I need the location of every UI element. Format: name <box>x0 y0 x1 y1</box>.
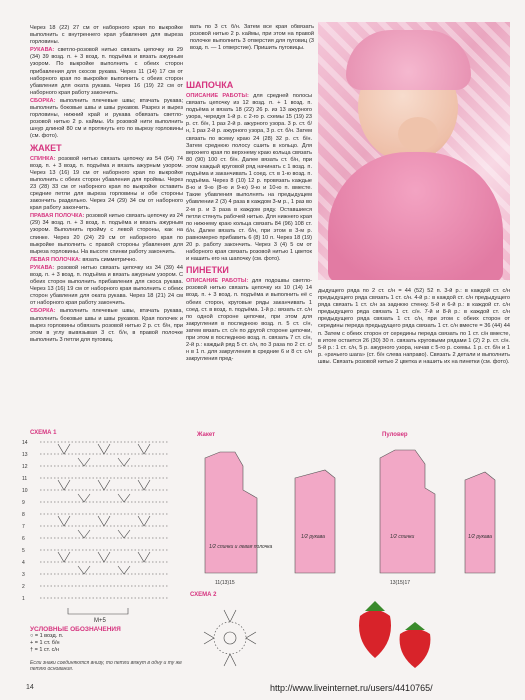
pullover-back-piece <box>380 450 435 573</box>
sleeves2-text: розовой нитью связать цепочку из 34 (39) 44 возд. п. + 3 возд. п. подъёма и вязать ажурным узором. С обеих сторон выполнить прибавления для скоса рукава. Через 13 (16) 19 см от наборного края выполнить с обеих сторон убавления для оката рукава. Через 18 (21) 24 см от наборного края работу закончить. <box>30 264 183 307</box>
pullover-sleeve-piece <box>465 472 495 573</box>
assembly-heading: СБОРКА: <box>30 97 56 104</box>
chart-row-number: 12 <box>22 464 28 470</box>
buttons-paragraph: вать по 3 ст. б/н. Затем все края обвязать розовой нитью 2 р. каймы, при этом на правой полочке выполнить 3 отверстия для пуговиц (3 возд. п. — 1 отверстие). Пришить пуговицы. <box>190 24 314 52</box>
chart-row-number: 1 <box>22 596 25 602</box>
stitch-symbols <box>40 442 168 614</box>
page-number: 14 <box>26 684 34 691</box>
back-piece-label: 1/2 спинки и левая полочка <box>209 544 273 550</box>
legend-title: УСЛОВНЫЕ ОБОЗНАЧЕНИЯ <box>30 626 121 633</box>
text-column-3 <box>186 78 312 423</box>
chart-row-number: 6 <box>22 536 25 542</box>
assembly-text: выполнить плечевые швы; втачать рукава; выполнить боковые швы и швы рукавов. Разрез и вырез горловины, нижний край и рукава обвязать светло-розовой нитью 2 р. каймы. Из розовой нити выполнить шнур длиной 80 см и протянуть его по вырезу горловины (см. фото). <box>30 97 183 140</box>
legend-item-3-label: = 1 ст. с/н <box>34 647 59 653</box>
stitch-chart-2 <box>190 596 330 676</box>
pullover-sleeve-label: 1/2 рукава <box>468 534 492 540</box>
right-front-heading: ПРАВАЯ ПОЛОЧКА: <box>30 213 85 220</box>
sleeve-piece <box>295 470 335 573</box>
stitch-chart-1 <box>18 428 178 628</box>
back-width-dim: 11(13)15 <box>215 580 235 586</box>
jacket-title: ЖАКЕТ <box>30 142 62 153</box>
hat-heading: ОПИСАНИЕ РАБОТЫ: <box>186 93 249 99</box>
left-front-paragraph <box>30 257 183 264</box>
chart-row-number: 13 <box>22 452 28 458</box>
strawberries-decoration <box>345 596 445 676</box>
legend <box>30 626 190 654</box>
schema1-title: СХЕМА 1 <box>30 430 57 436</box>
sleeve-piece-label: 1/2 рукава <box>301 534 325 540</box>
legend-item-3: † = 1 ст. с/н <box>30 647 59 653</box>
intro-paragraph: Через 18 (22) 27 см от наборного края по выкройке выполнить с внутреннего края убавления для выреза горловины. <box>30 25 183 46</box>
jacket-label: Жакет <box>197 432 216 438</box>
assembly2-text: выполнить плечевые швы, втачать рукава, выполнить боковые швы и швы рукавов. Края полочек и вырез горловины обвязать розовой нитью 2 р. ст. б/н, при этом в углу вывязывая 3 ст. б/н, в правой полочке выполнить 3 петли для пуговиц. <box>30 308 183 343</box>
chart-row-number: 11 <box>22 476 28 482</box>
sleeves2-paragraph <box>30 265 183 308</box>
chart-row-number: 8 <box>22 512 25 518</box>
booties-title: ПИНЕТКИ <box>186 265 229 276</box>
right-front-paragraph <box>30 213 183 256</box>
baby-photo <box>318 22 510 280</box>
hat-title: ШАПОЧКА <box>186 80 234 90</box>
pullover-width-dim: 13(15)17 <box>390 580 411 586</box>
back-heading: СПИНКА: <box>30 155 56 162</box>
footnote: Если знаки соединяются внизу, то петли вяжут в одну и ту же петлю основания. <box>30 660 182 672</box>
back-paragraph <box>30 156 183 213</box>
booties-paragraph <box>186 278 312 363</box>
pullover-label: Пуловер <box>382 432 408 438</box>
legend-item-1-label: = 1 возд. п. <box>34 633 64 639</box>
sleeves-text: светло-розовой нитью связать цепочку из 29 (34) 39 возд. п. + 3 возд. п. подъёма и вязать ажурным узором. По выкройке выполнить с обеих сторон прибавления для скосов рукава. Через 11 (14) 17 см от наборного края по выкройке выполнить с обеих сторон убавления для оката рукава. Через 16 (19) 22 см от наборного края работу закончить. <box>30 47 183 96</box>
sleeves2-heading: РУКАВА: <box>30 264 55 271</box>
chart-row-number: 2 <box>22 584 25 590</box>
sleeves-heading: РУКАВА: <box>30 47 55 54</box>
back-piece <box>205 452 257 573</box>
text-column-1 <box>30 25 183 420</box>
chart-row-number: 10 <box>22 488 28 494</box>
assembly2-paragraph <box>30 308 183 343</box>
sleeves-paragraph <box>30 47 183 97</box>
chart-row-number: 9 <box>22 500 25 506</box>
chart-row-number: 7 <box>22 524 25 530</box>
source-url[interactable]: http://www.liveinternet.ru/users/4410765/ <box>270 683 433 693</box>
hat-paragraph <box>186 93 312 263</box>
baby-hand <box>398 117 438 151</box>
booties-text: для подошвы светло-розовой нитью связать цепочку из 10 (14) 14 возд. п. + 3 возд. п. подъёма и выполнить её с обеих сторон, круговые ряды заканчивать 1 соед. ст. в возд. п. подъёма. 1-й р.: вязать ст. с/н по одной стороне цепочки, при этом для закругления в последнюю возд. п. 5 ст. с/н, затем вязать ст. с/н по другой стороне цепочки, при этом в последнюю возд. п. связать 7 ст. с/н, 2-й р.: каждый ряд 5 ст. с/н, по 3 раза по 2 ст. с/н в 1 п. для закругления в средние 6 и 8 ст. с/н закругления пред- <box>186 278 312 363</box>
hat-text: для средней полосы связать цепочку из 12 возд. п. + 1 возд. п. подъёма и вязать 18 (22) 26 р. из 13 ажурного узора, чередуя 1-й р. с 2-го р. схемы 15 (19) 23 р. ст. б/н, 1 раз 2-й р. ажурного узора. 3 р. ст. б/н, 1 раз 2-й р. ажурного узора, 3 р. ст. б/н. Затем связать по всему краю 24 (28) 32 р. ст. б/н. Затем среднюю полосу сшить в кольцо. Для верхнего края по верхнему краю кольца связать 80 (90) 100 ст. б/н. Далее вязать ст. б/н, при этом каждый круговой ряд начинать с 1 возд. п. подъёма и заканчивать 1 соед. ст. в 1-ю возд. п. подъёма. Через 8 (10) 12 р. провязать каждые 8-ю и 9-ю (8-ю и 9-ю) 9-ю и 10-ю п. вместе. Такие убавления выполнять на предыдущем убавлении 2 (3) 4 раза в каждом 3-м р., 1 раз во 2-м р. и 3 раза в каждом ряду. Оставшиеся петли стянуть рабочей нитью. Для нижнего края по нижнему краю кольца связать 84 (96) 108 ст. б/н. Далее вязать ст. б/н, при этом в 3-м р. равномерно прибавить 6 (8) 10 п. Через 18 (19) 20 р. работу закончить. Через 3 (4) 5 см от наборного края связать розовой нитью 1 цветок и нашить его на шапочку (см. фото). <box>186 93 312 263</box>
back-text: розовой нитью связать цепочку из 54 (64) 74 возд. п. + 3 возд. п. подъёма и вязать ажурным узором. Через 13 (16) 19 см от наборного края по выкройке выполнить с обеих сторон убавления для проймы. Через 23 (28) 33 см от наборного края по выкройке оставить средние петли для выреза горловины и обе стороны закончить раздельно. Через 24 (29) 34 см от наборного края работу закончить. <box>30 155 183 212</box>
chart-row-number: 14 <box>22 440 28 446</box>
pattern-pieces <box>185 428 515 598</box>
legend-item-2-label: = 1 ст. б/н <box>34 640 60 646</box>
booties-heading: ОПИСАНИЕ РАБОТЫ: <box>186 278 249 285</box>
left-front-heading: ЛЕВАЯ ПОЛОЧКА: <box>30 256 81 263</box>
assembly2-heading: СБОРКА: <box>30 308 56 315</box>
chart-row-number: 3 <box>22 572 25 578</box>
right-front-text: розовой нитью связать цепочку из 24 (29) 34 возд. п. + 3 возд. п. подъёма и вязать ажурным узором. Выполнить пройму с левой стороны, как на спинке. Через 20 (24) 29 см от наборного края по выкройке выполнить с правой стороны убавления для выреза горловины. На высоте спинки работу закончить. <box>30 213 183 255</box>
chart-row-numbers <box>22 440 28 602</box>
chart-row-number: 4 <box>22 560 25 566</box>
legend-item-1: ○ = 1 возд. п. <box>30 633 64 639</box>
baby-hat <box>346 30 471 90</box>
schema2-title: СХЕМА 2 <box>190 592 217 598</box>
legend-item-2: + = 1 ст. б/н <box>30 640 60 646</box>
left-front-text: вязать симметрично. <box>82 256 137 263</box>
chart-row-number: 5 <box>22 548 25 554</box>
booties-continued: дыдущего ряда по 2 ст. с/н = 44 (52) 52 п. 3-й р.: в каждой ст. с/н предыдущего ряда связать 1 ст. с/н. 4-й р.: в каждой ст. с/н предыдущего ряда связать 1 ст. с/н за заднюю стенку. 5-й и 6-й р.: в каждой ст. с/н предыдущего ряда связать 1 ст. с/н. 7-й и 8-й р.: в каждой ст. с/н предыдущего ряда связать 1 ст. с/н, при этом с обеих сторон от середины переда предыдущего ряда связать 1 ст. с/н вместе = 36 (44) 44 п. Затем с обеих сторон от середины переда связать по 1 ст. с/н вместе, в итоге остается 26 (30) 30 п. связать круговыми рядами 1 (2) 2 р. ст. с/н. 5-й р.: 1 ст. с/н, 5 р. ажурного узора, начав с 5-го р. схемы. 1 р. ст. б/н и 1 р. «рачьего шага» (ст. б/н слева направо). Связать 2 детали и выполнить швы. Связать розовой нитью 2 цветка и нашить их на пинетки (см. фото). <box>318 288 510 365</box>
assembly-paragraph <box>30 98 183 141</box>
ms-label: М+5 <box>94 618 106 624</box>
text-column-4 <box>318 288 510 418</box>
pullover-back-label: 1/2 спинки <box>390 534 415 540</box>
